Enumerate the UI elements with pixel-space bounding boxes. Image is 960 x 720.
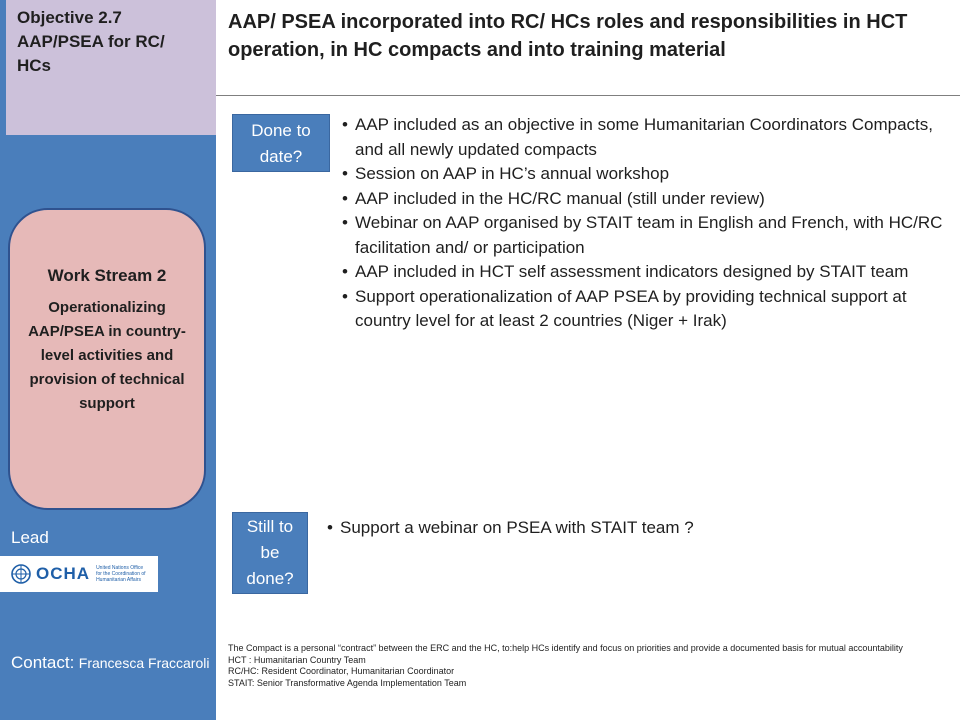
workstream-description: Operationalizing AAP/PSEA in country-level activities and provision of technical support [28,299,186,412]
title-divider [216,95,960,96]
list-item: • AAP included as an objective in some Humanitarian Coordinators Compacts, and all newly updated compacts [342,113,952,162]
list-item: • Support a webinar on PSEA with STAIT team ? [327,516,927,541]
contact-block [11,652,211,675]
ocha-wordmark: OCHA [36,564,91,583]
footnote: The Compact is a personal “contract” between the ERC and the HC, to:help HCs identify and focus on priorities and provide a documented basis for mutual accountability [228,643,903,653]
ocha-logo [0,556,158,592]
list-item: • AAP included in HCT self assessment indicators designed by STAIT team [342,260,952,285]
still-to-be-done-tag [232,512,308,594]
objective-title [17,6,217,78]
sidebar [0,0,216,720]
page-title: AAP/ PSEA incorporated into RC/ HCs roles and responsibilities in HCT operation, in HC compacts and into training material [228,11,908,61]
list-item: • Webinar on AAP organised by STAIT team in English and French, with HC/RC facilitation and/ or participation [342,211,952,260]
objective-line: HCs [17,56,52,75]
objective-line: AAP/PSEA for RC/ [17,32,165,51]
contact-name: Francesca Fraccaroli [78,655,210,671]
tag-line: done? [246,569,294,588]
tag-line: date? [259,147,303,166]
un-emblem-icon [10,563,32,585]
footnote: STAIT: Senior Transformative Agenda Implementation Team [228,677,467,688]
done-list [342,113,952,334]
workstream-title: Work Stream 2 [47,266,167,285]
list-item: • Session on AAP in HC’s annual workshop [342,162,952,187]
still-list [327,516,927,541]
workstream-oval [8,208,206,510]
lead-label: Lead [11,528,49,547]
list-item: • Support operationalization of AAP PSEA by providing technical support at country level for at least 2 countries (Niger + Irak) [342,285,952,334]
footnote: HCT : Humanitarian Country Team [228,654,366,665]
tag-line: Done to [251,121,311,140]
done-to-date-tag [232,114,330,172]
objective-line: Objective 2.7 [17,8,122,27]
list-item: • AAP included in the HC/RC manual (still under review) [342,187,952,212]
objective-box [6,0,216,135]
contact-label: Contact: [11,653,75,672]
tag-line: Still to [246,517,294,536]
ocha-subtitle: United Nations Office for the Coordination of Humanitarian Affairs [96,565,146,583]
footnotes [228,643,958,689]
footnote: RC/HC: Resident Coordinator, Humanitarian Coordinator [228,666,455,676]
tag-line: be [260,543,280,562]
